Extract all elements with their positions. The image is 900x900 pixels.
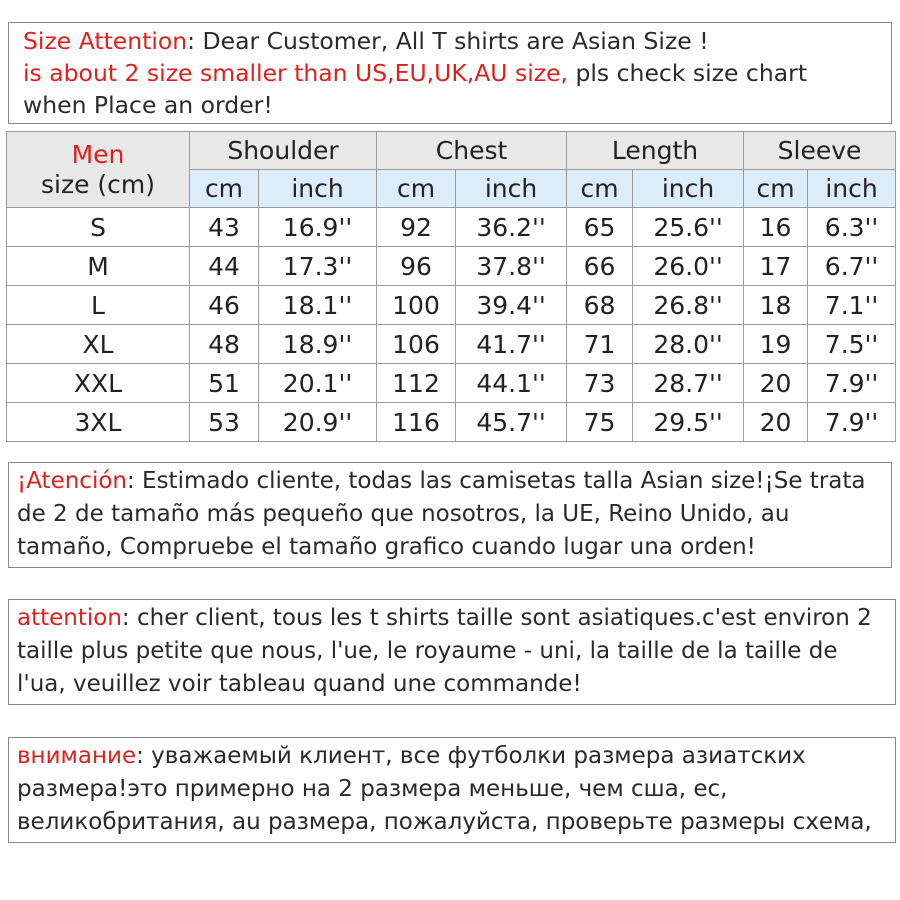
measurement-cell: 20: [744, 364, 808, 403]
notice-fr-attention-label: attention: [17, 605, 122, 631]
measurement-cell: 75: [567, 403, 633, 442]
measurement-cell: 46: [190, 286, 259, 325]
measurement-cell: 100: [377, 286, 456, 325]
size-chart-body: [7, 208, 896, 442]
measurement-cell: 44: [190, 247, 259, 286]
men-label: Men: [71, 139, 125, 169]
measurement-cell: 7.9'': [808, 403, 896, 442]
size-cm-label: size (cm): [40, 169, 156, 199]
measurement-cell: 19: [744, 325, 808, 364]
size-label-cell: 3XL: [7, 403, 190, 442]
measurement-cell: 7.5'': [808, 325, 896, 364]
table-row: [7, 286, 896, 325]
measurement-cell: 112: [377, 364, 456, 403]
measurement-cell: 96: [377, 247, 456, 286]
group-header-sleeve: Sleeve: [744, 132, 896, 170]
measurement-cell: 92: [377, 208, 456, 247]
measurement-cell: 26.0'': [633, 247, 744, 286]
measurement-cell: 20: [744, 403, 808, 442]
table-row: [7, 403, 896, 442]
unit-header: cm: [744, 170, 808, 208]
table-row: [7, 364, 896, 403]
measurement-cell: 116: [377, 403, 456, 442]
group-header-shoulder: Shoulder: [190, 132, 377, 170]
measurement-cell: 48: [190, 325, 259, 364]
measurement-cell: 65: [567, 208, 633, 247]
size-label-cell: L: [7, 286, 190, 325]
measurement-cell: 37.8'': [456, 247, 567, 286]
measurement-cell: 18: [744, 286, 808, 325]
table-row: [7, 208, 896, 247]
notice-en-text-2: pls check size chart when Place an order!: [23, 59, 808, 119]
measurement-cell: 45.7'': [456, 403, 567, 442]
measurement-cell: 17.3'': [259, 247, 377, 286]
measurement-cell: 20.9'': [259, 403, 377, 442]
size-label-cell: XL: [7, 325, 190, 364]
measurement-cell: 17: [744, 247, 808, 286]
measurement-cell: 29.5'': [633, 403, 744, 442]
notice-english: [8, 22, 892, 124]
notice-spanish: [8, 462, 892, 568]
measurement-cell: 28.0'': [633, 325, 744, 364]
measurement-cell: 53: [190, 403, 259, 442]
size-label-cell: M: [7, 247, 190, 286]
notice-es-attention-label: ¡Atención: [17, 468, 127, 494]
size-header-cell: [7, 132, 190, 208]
measurement-cell: 7.9'': [808, 364, 896, 403]
notice-en-attention-label: Size Attention: [23, 27, 188, 55]
measurement-cell: 39.4'': [456, 286, 567, 325]
group-header-length: Length: [567, 132, 744, 170]
measurement-cell: 16.9'': [259, 208, 377, 247]
measurement-cell: 26.8'': [633, 286, 744, 325]
size-label-cell: S: [7, 208, 190, 247]
unit-header: inch: [633, 170, 744, 208]
measurement-cell: 18.9'': [259, 325, 377, 364]
measurement-cell: 66: [567, 247, 633, 286]
table-row: [7, 325, 896, 364]
size-label-cell: XXL: [7, 364, 190, 403]
measurement-cell: 73: [567, 364, 633, 403]
unit-header: inch: [456, 170, 567, 208]
measurement-cell: 71: [567, 325, 633, 364]
measurement-cell: 20.1'': [259, 364, 377, 403]
measurement-cell: 6.3'': [808, 208, 896, 247]
measurement-cell: 25.6'': [633, 208, 744, 247]
unit-header: cm: [567, 170, 633, 208]
measurement-cell: 44.1'': [456, 364, 567, 403]
unit-header: inch: [808, 170, 896, 208]
notice-russian: [8, 737, 896, 843]
measurement-cell: 7.1'': [808, 286, 896, 325]
notice-ru-attention-label: внимание: [17, 743, 137, 769]
unit-header: cm: [377, 170, 456, 208]
measurement-cell: 43: [190, 208, 259, 247]
measurement-cell: 36.2'': [456, 208, 567, 247]
unit-header: inch: [259, 170, 377, 208]
notice-fr-text: : cher client, tous les t shirts taille sont asiatiques.c'est environ 2 taille plus petite que nous, l'ue, le royaume - uni, la taille de la taille de l'ua, veuillez voir tableau quand une commande!: [17, 605, 872, 697]
measurement-cell: 68: [567, 286, 633, 325]
measurement-cell: 51: [190, 364, 259, 403]
notice-en-text-1: : Dear Customer, All T shirts are Asian Size !: [187, 27, 709, 55]
measurement-cell: 6.7'': [808, 247, 896, 286]
notice-french: [8, 599, 896, 705]
measurement-cell: 28.7'': [633, 364, 744, 403]
size-chart-table: [6, 131, 896, 442]
measurement-cell: 41.7'': [456, 325, 567, 364]
notice-es-text: : Estimado cliente, todas las camisetas talla Asian size!¡Se trata de 2 de tamaño más pequeño que nosotros, la UE, Reino Unido, au tamaño, Compruebe el tamaño grafico cuando lugar una orden!: [17, 468, 866, 560]
notice-en-size-warning: is about 2 size smaller than US,EU,UK,AU size,: [23, 59, 568, 87]
unit-header: cm: [190, 170, 259, 208]
measurement-cell: 18.1'': [259, 286, 377, 325]
table-row: [7, 247, 896, 286]
notice-ru-text: : уважаемый клиент, все футболки размера азиатских размера!это примерно на 2 размера меньше, чем сша, ес, великобритания, au размера, пожалуйста, проверьте размеры схема,: [17, 743, 872, 835]
measurement-cell: 16: [744, 208, 808, 247]
measurement-cell: 106: [377, 325, 456, 364]
group-header-chest: Chest: [377, 132, 567, 170]
